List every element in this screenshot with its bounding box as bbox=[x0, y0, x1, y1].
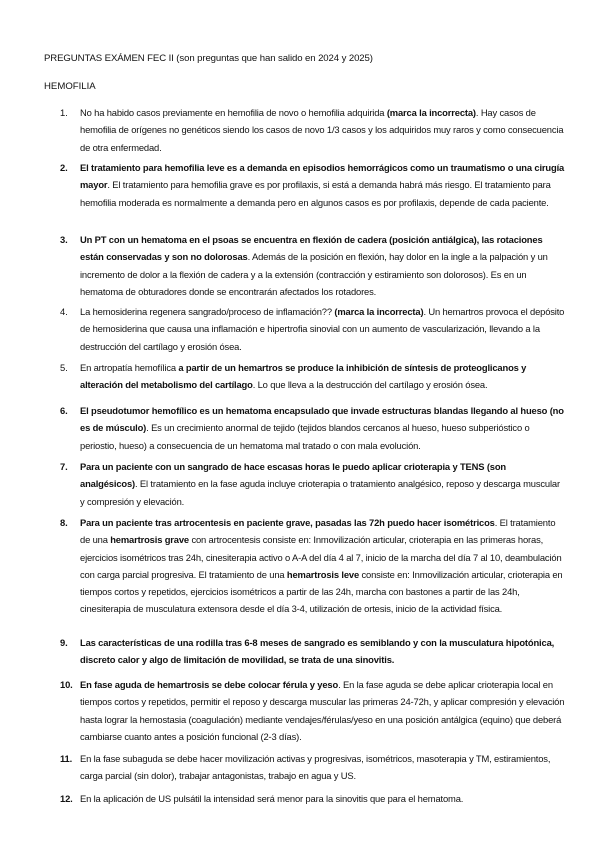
bold-text-run: a partir de un hemartros se produce la inhibición de síntesis de proteoglicanos y alteración del metabolismo del cartílago bbox=[80, 362, 527, 391]
question-item-3 bbox=[60, 231, 565, 300]
text-run: . Es un crecimiento anormal de tejido (tejidos blandos cercanos al hueso, hueso subperióstico o periostio, hueso) a consecuencia de un hematoma mal tratado o con mala evolución. bbox=[80, 422, 530, 451]
bold-text-run: Para un paciente tras artrocentesis en paciente grave, pasadas las 72h puedo hacer isométricos bbox=[80, 517, 495, 528]
text-run: . Un hemartros provoca el depósito de hemosiderina que causa una inflamación e hipertrofia sinovial con un aumento de vascularización, llevando a la destrucción del cartílago y erosión ósea. bbox=[80, 306, 565, 352]
question-number: 2. bbox=[60, 162, 68, 173]
question-item-12 bbox=[60, 790, 565, 807]
question-number: 6. bbox=[60, 405, 68, 416]
question-text bbox=[80, 458, 565, 510]
text-run: con artrocentesis consiste en: Inmovilización articular, crioterapia en las primeras horas, ejercicios isométricos tras 24h, cinesiterapia activo o A-A del día 4 al 7, inicio de la marcha del día 7 al 10, deambulación con carga parcial progresiva. El tratamiento de una bbox=[80, 534, 562, 580]
question-item-10 bbox=[60, 676, 565, 745]
question-number: 10. bbox=[60, 679, 73, 690]
question-item-5 bbox=[60, 359, 565, 394]
question-number: 4. bbox=[60, 306, 68, 317]
text-run: . Lo que lleva a la destrucción del cartílago y erosión ósea. bbox=[252, 379, 488, 391]
text-run: . Hay casos de hemofilia de orígenes no genéticos siendo los casos de novo 1/3 casos y los adquiridos muy raros y como consecuencia de otra enfermedad. bbox=[80, 107, 564, 153]
text-run: En artropatía hemofílica bbox=[80, 362, 179, 373]
question-text bbox=[80, 303, 565, 355]
question-number: 3. bbox=[60, 234, 68, 245]
question-text bbox=[80, 159, 565, 211]
question-item-2 bbox=[60, 159, 565, 211]
text-run: La hemosiderina regenera sangrado/proceso de inflamación?? bbox=[80, 306, 335, 317]
bold-text-run: En fase aguda de hemartrosis se debe colocar férula y yeso bbox=[80, 679, 339, 690]
text-run: . El tratamiento en la fase aguda incluye crioterapia o tratamiento analgésico, reposo y descarga muscular y compresión y elevación. bbox=[80, 478, 560, 507]
question-number: 8. bbox=[60, 517, 68, 528]
text-run: No ha habido casos previamente en hemofilia de novo o hemofilia adquirida bbox=[80, 107, 387, 118]
question-item-4 bbox=[60, 303, 565, 355]
question-item-11 bbox=[60, 750, 565, 785]
question-text bbox=[80, 676, 565, 745]
question-item-8 bbox=[60, 514, 565, 618]
question-text bbox=[80, 514, 565, 618]
bold-text-run: Las características de una rodilla tras 6-8 meses de sangrado es semiblando y con la musculatura hipotónica, discreto calor y algo de limitación de movilidad, se trata de una sinovitis. bbox=[80, 637, 555, 666]
document-header: PREGUNTAS EXÁMEN FEC II (son preguntas que han salido en 2024 y 2025) bbox=[44, 53, 373, 64]
question-number: 11. bbox=[60, 753, 73, 764]
bold-text-run: hemartrosis grave bbox=[110, 534, 189, 546]
bold-text-run: Un PT con un hematoma en el psoas se encuentra en flexión de cadera (posición antiálgica), las rotaciones están conservadas y son no dolorosas bbox=[80, 234, 543, 263]
text-run: . El tratamiento para hemofilia grave es por profilaxis, si está a demanda habrá más riesgo. El tratamiento para hemofilia moderada es normalmente a demanda pero en algunos casos es por profilaxis, depende de cada paciente. bbox=[80, 179, 551, 208]
text-run: . En la fase aguda se debe aplicar crioterapia local en tiempos cortos y repetidos, permitir el reposo y descarga muscular las primeras 24-72h, y aplicar compresión y elevación hasta lograr la hemostasia (coagulación) mediante vendajes/férulas/yeso en una posición antálgica (equino) que deberá cambiarse cuanto antes a posición funcional (2-3 días). bbox=[80, 679, 565, 742]
bold-text-run: (marca la incorrecta) bbox=[334, 306, 424, 317]
question-text bbox=[80, 634, 565, 669]
text-run: consiste en: Inmovilización articular, crioterapia en tiempos cortos y repetidos, ejercicios isométricos a partir de las 24h, marcha con bastones a partir de las 24h, cinesiterapia de musculatura extensora desde el día 3-4, utilización de ortesis, inicio de la actividad física. bbox=[80, 568, 563, 615]
question-number: 9. bbox=[60, 637, 68, 648]
question-item-1 bbox=[60, 104, 565, 156]
text-run: En la aplicación de US pulsátil la intensidad será menor para la sinovitis que para el hematoma. bbox=[80, 793, 464, 804]
question-text bbox=[80, 790, 565, 807]
bold-text-run: Para un paciente con un sangrado de hace escasas horas le puedo aplicar crioterapia y TENS (son analgésicos) bbox=[80, 461, 507, 490]
question-text bbox=[80, 104, 565, 156]
question-item-6 bbox=[60, 402, 565, 454]
bold-text-run: (marca la incorrecta) bbox=[386, 107, 476, 118]
question-number: 5. bbox=[60, 362, 68, 373]
question-text bbox=[80, 359, 565, 394]
question-item-7 bbox=[60, 458, 565, 510]
question-item-9 bbox=[60, 634, 565, 669]
text-run: . El tratamiento de una bbox=[80, 517, 556, 546]
section-title: HEMOFILIA bbox=[44, 81, 96, 92]
bold-text-run: El pseudotumor hemofílico es un hematoma encapsulado que invade estructuras blandas llegando al hueso (no es de músculo) bbox=[80, 405, 564, 434]
bold-text-run: El tratamiento para hemofilia leve es a demanda en episodios hemorrágicos como un traumatismo o una cirugía mayor bbox=[80, 162, 565, 191]
bold-text-run: hemartrosis leve bbox=[286, 568, 360, 580]
text-run: En la fase subaguda se debe hacer movilización activas y progresivas, isométricos, masoterapia y TM, estiramientos, carga parcial (sin dolor), trabajar antagonistas, trabajo en agua y US. bbox=[80, 753, 551, 782]
question-text bbox=[80, 402, 565, 454]
text-run: . Además de la posición en flexión, hay dolor en la ingle a la palpación y un incremento de dolor a la flexión de cadera y a la extensión (contracción y estiramiento son dolorosos). Es en un hematoma de obturadores donde se encontrarán afectados los rotadores. bbox=[80, 251, 548, 297]
question-text bbox=[80, 231, 565, 300]
question-number: 1. bbox=[60, 107, 68, 118]
question-text bbox=[80, 750, 565, 785]
question-number: 7. bbox=[60, 461, 68, 472]
question-number: 12. bbox=[60, 793, 73, 804]
